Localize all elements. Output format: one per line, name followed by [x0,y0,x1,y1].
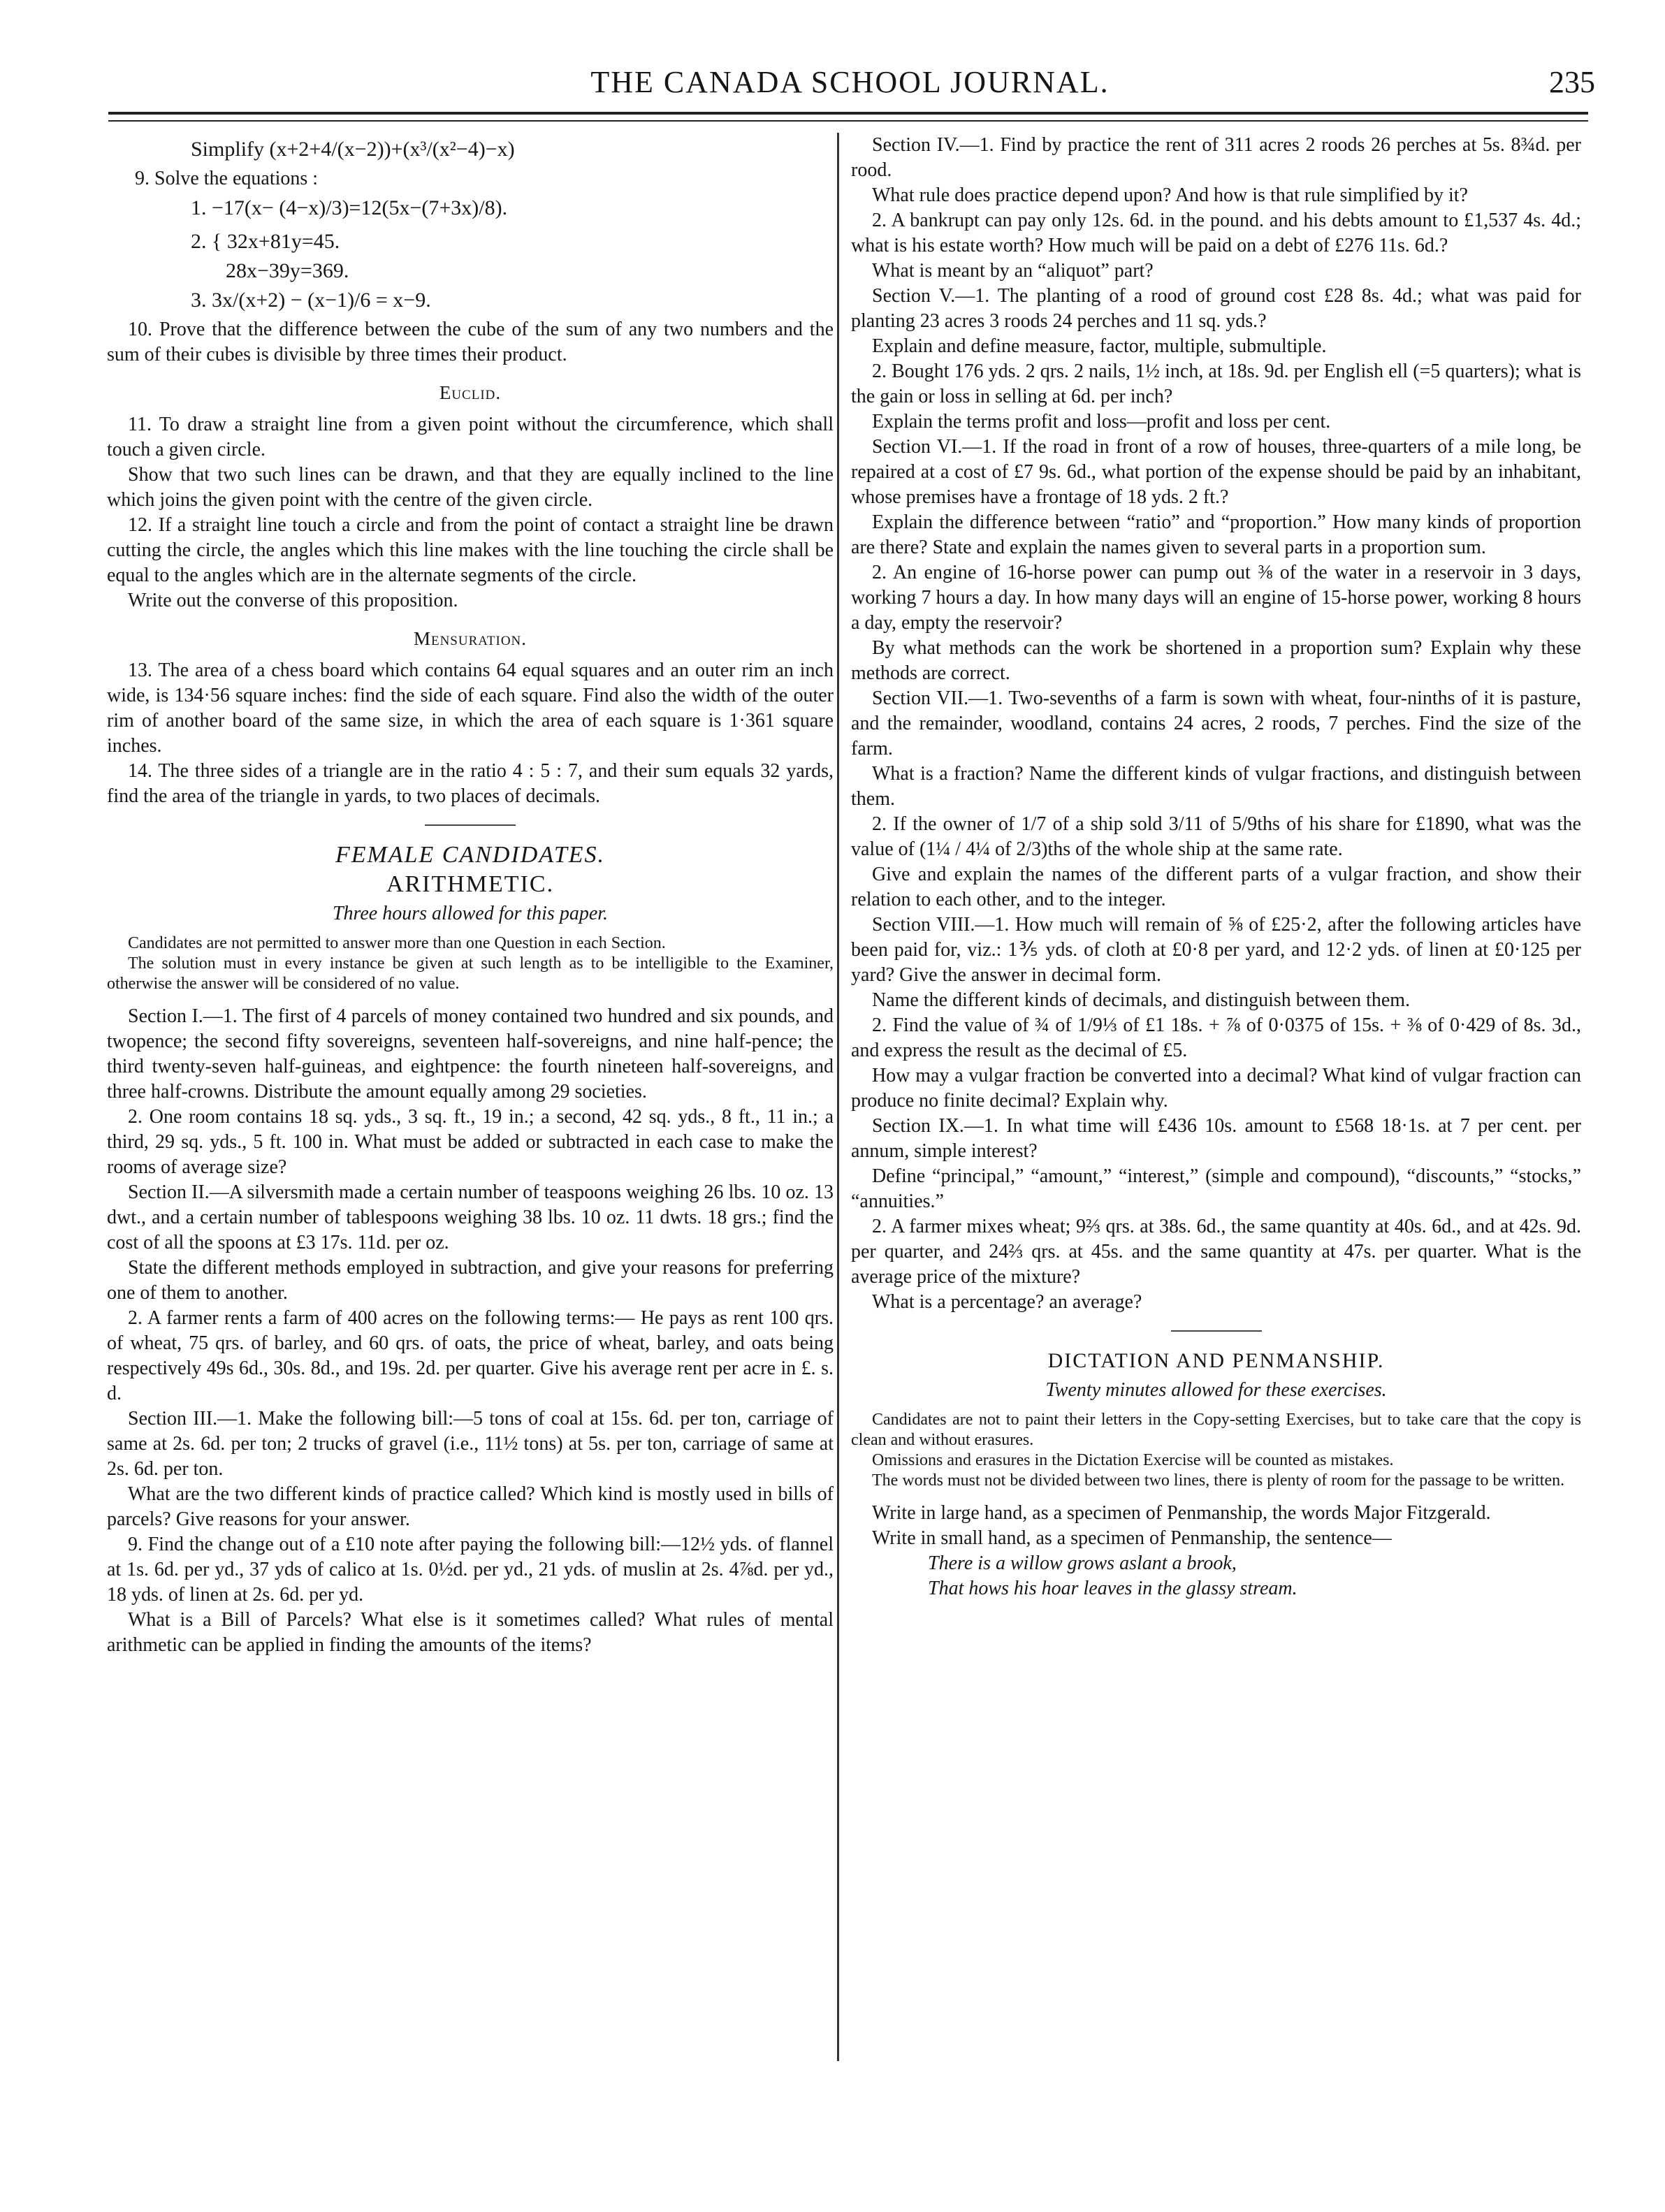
section-3-question-9: 9. Find the change out of a £10 note after paying the following bill:—12½ yds. of flannel at 1s. 6d. per yd., 37 yds of calico at 1s. 0½d. per yd., 21 yds. of muslin at 2s. 4⅞d. per yd., 18 yds. of linen at 2s. 6d. per yd. [107,1534,834,1606]
section-7-question-1: Section VII.—1. Two-sevenths of a farm is sown with wheat, four-ninths of it is pasture, and the remainder, woodland, contains 24 acres, 2 roods, 7 perches. Find the size of the farm. [851,687,1581,759]
section-2-question-1-part-b: State the different methods employed in subtraction, and give your reasons for preferring one of them to another. [107,1257,834,1304]
section-9-question-1: Section IX.—1. In what time will £436 10s. amount to £568 18·1s. at 7 per cent. per annum, simple interest? [851,1115,1581,1162]
section-3-question-1: Section III.—1. Make the following bill:—5 tons of coal at 15s. 6d. per ton, carriage of same at 2s. 6d. per ton; 2 trucks of gravel (i.e., 11½ tons) at 5s. per ton, carriage of same at 2s. 6d. per ton. [107,1408,834,1480]
question-14: 14. The three sides of a triangle are in the ratio 4 : 5 : 7, and their sum equals 32 yards, find the area of the triangle in yards, to two places of decimals. [107,760,834,807]
dictation-question-1: Write in large hand, as a specimen of Penmanship, the words Major Fitzgerald. [872,1502,1491,1524]
poem-line-2: That hows his hoar leaves in the glassy stream. [928,1578,1297,1599]
running-head [105,49,1595,112]
dictation-question-2: Write in small hand, as a specimen of Penmanship, the sentence— [872,1527,1392,1549]
dictation-note-3: The words must not be divided between two lines, there is plenty of room for the passage to be written. [872,1471,1565,1490]
section-5-question-1-part-b: Explain and define measure, factor, multiple, submultiple. [872,335,1327,357]
journal-title: THE CANADA SCHOOL JOURNAL. [590,65,1110,99]
section-8-question-2-part-b: How may a vulgar fraction be converted into a decimal? What kind of vulgar fraction can produce no finite decimal? Explain why. [851,1065,1581,1112]
question-11-part-b: Show that two such lines can be drawn, and that they are equally inclined to the line which joins the given point with the centre of the given circle. [107,464,834,511]
dictation-time-note: Twenty minutes allowed for these exercises. [1045,1379,1387,1401]
section-8-question-2: 2. Find the value of ¾ of 1/9⅓ of £1 18s. + ⅞ of 0·0375 of 15s. + ⅜ of 0·429 of 8s. 3d., and express the result as the decimal of £5. [851,1014,1581,1061]
section-3-question-1-part-b: What are the two different kinds of practice called? Which kind is mostly used in bills of parcels? Give reasons for your answer. [107,1483,834,1530]
spacer [107,994,834,1004]
section-6-question-2: 2. An engine of 16-horse power can pump out ⅜ of the water in a reservoir in 3 days, working 7 hours a day. In how many days will an engine of 15-horse power, working 8 hours a day, empty the reservoir? [851,562,1581,634]
left-column [107,133,834,1658]
section-8-question-1: Section VIII.—1. How much will remain of ⅝ of £25·2, after the following articles have been paid for, viz.: 1⅗ yds. of cloth at £0·8 per yard, and 12·2 yds. of linen at £0·125 per yard? Give the answer in decimal form. [851,914,1581,986]
section-4-question-2: 2. A bankrupt can pay only 12s. 6d. in the pound. and his debts amount to £1,537 4s. 4d.; what is his estate worth? How much will be paid on a debt of £276 11s. 6d.? [851,210,1581,256]
header-rule-thin [108,120,1588,122]
section-8-question-1-part-b: Name the different kinds of decimals, and distinguish between them. [872,989,1411,1011]
section-4-question-2-part-b: What is meant by an “aliquot” part? [872,260,1154,282]
section-separator [1171,1330,1262,1332]
instruction-note-1: Candidates are not permitted to answer more than one Question in each Section. [128,934,666,952]
equation-3: 3. 3x/(x+2) − (x−1)/6 = x−9. [191,289,431,312]
section-7-question-2: 2. If the owner of 1/7 of a ship sold 3/11 of 5/9ths of his share for £1890, what was the value of (1¼ / 4¼ of 2/3)ths of the whole ship at the same rate. [851,813,1581,860]
section-6-question-1: Section VI.—1. If the road in front of a row of houses, three-quarters of a mile long, be repaired at a cost of £7 9s. 6d., what portion of the expense should be paid by an inhabitant, whose premises have a frontage of 18 yds. 2 ft.? [851,436,1581,508]
section-2-question-2: 2. A farmer rents a farm of 400 acres on the following terms:— He pays as rent 100 qrs. of wheat, 75 qrs. of barley, and 60 qrs. of oats, the price of wheat, barley, and oats being respectively 49s 6d., 30s. 8d., and 19s. 2d. per quarter. Give his average rent per acre in £. s. d. [107,1307,834,1404]
arithmetic-heading: ARITHMETIC. [386,871,555,897]
section-7-question-1-part-b: What is a fraction? Name the different kinds of vulgar fractions, and distinguish between them. [851,763,1581,810]
question-12: 12. If a straight line touch a circle and from the point of contact a straight line be drawn cutting the circle, the angles which this line makes with the line touching the circle shall be equal to the angles which are in the alternate segments of the circle. [107,514,834,586]
equation-1: 1. −17(x− (4−x)/3)=12(5x−(7+3x)/8). [191,196,508,219]
header-rule-thick [108,112,1588,115]
section-4-question-1: Section IV.—1. Find by practice the rent of 311 acres 2 roods 26 perches at 5s. 8¾d. per rood. [851,134,1581,181]
simplify-expression: Simplify (x+2+4/(x−2))+(x³/(x²−4)−x) [191,138,515,161]
section-4-question-1-part-b: What rule does practice depend upon? And how is that rule simplified by it? [872,184,1468,206]
dictation-note-2: Omissions and erasures in the Dictation Exercise will be counted as mistakes. [872,1451,1394,1469]
section-9-question-2: 2. A farmer mixes wheat; 9⅔ qrs. at 38s. 6d., the same quantity at 40s. 6d., and at 42s. 9d. per quarter, and 24⅔ qrs. at 45s. and the same quantity at 47s. per quarter. What is the average price of the mixture? [851,1216,1581,1288]
spacer [851,1491,1581,1501]
section-7-question-2-part-b: Give and explain the names of the different parts of a vulgar fraction, and show their relation to each other, and to the integer. [851,864,1581,910]
poem-line-1: There is a willow grows aslant a brook, [928,1552,1237,1574]
section-9-question-1-part-b: Define “principal,” “amount,” “interest,” (simple and compound), “discounts,” “stocks,” “annuities.” [851,1165,1581,1212]
column-divider [837,133,839,2061]
section-3-question-9-part-b: What is a Bill of Parcels? What else is it sometimes called? What rules of mental arithmetic can be applied in finding the amounts of the items? [107,1609,834,1656]
question-9-intro: 9. Solve the equations : [135,168,319,189]
section-separator [425,824,516,826]
instruction-note-2: The solution must in every instance be given at such length as to be intelligible to the Examiner, otherwise the answer will be considered of no value. [107,954,834,993]
equation-2b: 28x−39y=369. [226,259,349,282]
section-9-question-2-part-b: What is a percentage? an average? [872,1291,1142,1313]
question-10: 10. Prove that the difference between the cube of the sum of any two numbers and the sum of their cubes is divisible by three times their product. [107,319,834,365]
mensuration-heading: Mensuration. [413,628,528,649]
section-5-question-2-part-b: Explain the terms profit and loss—profit and loss per cent. [872,411,1331,432]
dictation-heading: DICTATION AND PENMANSHIP. [1047,1349,1385,1372]
section-1-question-2: 2. One room contains 18 sq. yds., 3 sq. ft., 19 in.; a second, 42 sq. yds., 8 ft., 11 in.; a third, 29 sq. yds., 5 ft. 100 in. What must be added or subtracted in each case to make the rooms of average size? [107,1106,834,1178]
time-allowed-note: Three hours allowed for this paper. [332,903,609,924]
euclid-heading: Euclid. [439,382,502,403]
female-candidates-heading: FEMALE CANDIDATES. [335,842,606,868]
section-6-question-1-part-b: Explain the difference between “ratio” and “proportion.” How many kinds of proportion are there? State and explain the names given to several parts in a proportion sum. [851,511,1581,558]
section-5-question-1: Section V.—1. The planting of a rood of ground cost £28 8s. 4d.; what was paid for planting 23 acres 3 roods 24 perches and 11 sq. yds.? [851,285,1581,332]
question-12-part-b: Write out the converse of this proposition. [128,590,458,611]
section-1-question-1: Section I.—1. The first of 4 parcels of money contained two hundred and six pounds, and twopence; the second fifty sovereigns, seventeen half-sovereigns, and nine half-pence; the third twenty-seven half-guineas, and eightpence: the fourth nineteen half-sovereigns, and three half-crowns. Distribute the amount equally among 29 societies. [107,1005,834,1103]
dictation-note-1: Candidates are not to paint their letters in the Copy-setting Exercises, but to take care that the copy is clean and without erasures. [851,1411,1581,1449]
question-13: 13. The area of a chess board which contains 64 equal squares and an outer rim an inch wide, is 134·56 square inches: find the side of each square. Find also the width of the outer rim of another board of the same size, in which the area of each square is 1·361 square inches. [107,660,834,757]
page-number: 235 [1549,65,1595,99]
section-2-question-1: Section II.—A silversmith made a certain number of teaspoons weighing 26 lbs. 10 oz. 13 dwt., and a certain number of tablespoons weighing 38 lbs. 10 oz. 11 dwts. 18 grs.; find the cost of all the spoons at £3 17s. 11d. per oz. [107,1181,834,1253]
section-6-question-2-part-b: By what methods can the work be shortened in a proportion sum? Explain why these methods are correct. [851,637,1581,684]
right-column [851,133,1581,1601]
equation-2a: 2. { 32x+81y=45. [191,230,340,253]
question-11: 11. To draw a straight line from a given point without the circumference, which shall touch a given circle. [107,414,834,460]
section-5-question-2: 2. Bought 176 yds. 2 qrs. 2 nails, 1½ inch, at 18s. 9d. per English ell (=5 quarters); what is the gain or loss in selling at 6d. per inch? [851,361,1581,407]
